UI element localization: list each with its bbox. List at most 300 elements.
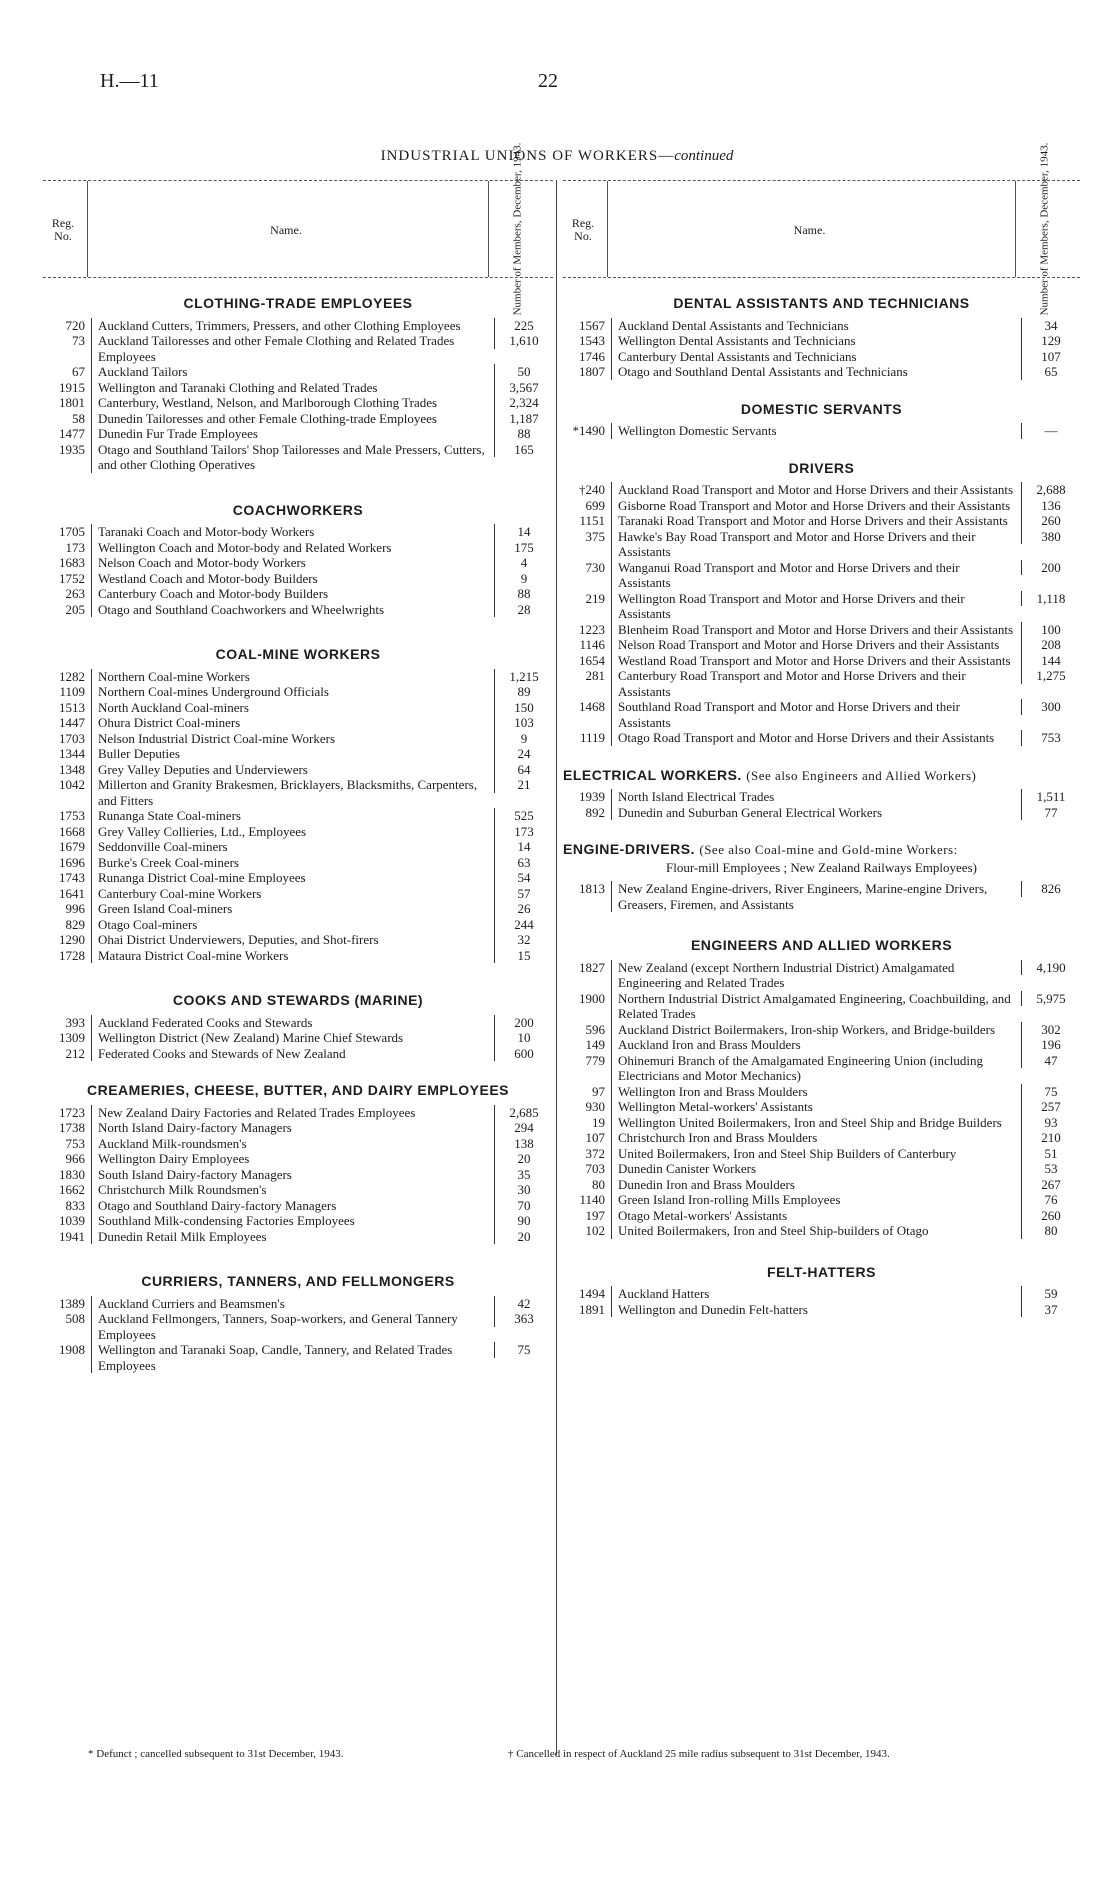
table-row — [43, 901, 553, 917]
reg-no: 730 — [585, 559, 605, 575]
section-clothing-trade-employees — [43, 296, 553, 473]
table-row — [563, 349, 1080, 365]
table-row — [43, 948, 553, 964]
table-row — [563, 333, 1080, 349]
reg-no: 1908 — [59, 1342, 85, 1357]
member-count: 34 — [1021, 318, 1080, 334]
member-count: 267 — [1021, 1177, 1080, 1193]
section-title — [563, 842, 1080, 858]
member-count: 57 — [494, 886, 553, 902]
union-name: Auckland District Boilermakers, Iron-ship Workers, and Bridge-builders — [611, 1022, 1021, 1038]
union-name: Auckland Cutters, Trimmers, Pressers, and other Clothing Employees — [91, 318, 494, 334]
section-title — [43, 296, 553, 312]
reg-no: 67 — [72, 364, 85, 379]
table-row — [563, 789, 1080, 805]
member-count: 525 — [494, 808, 553, 824]
reg-no: 97 — [592, 1083, 605, 1099]
member-count: 107 — [1021, 349, 1080, 365]
member-count: 59 — [1021, 1286, 1080, 1302]
reg-no: 1915 — [59, 379, 85, 395]
union-name: Dunedin Canister Workers — [611, 1161, 1021, 1177]
union-name: Wellington and Dunedin Felt-hatters — [611, 1302, 1021, 1318]
member-count: 90 — [494, 1213, 553, 1229]
reg-no: *1490 — [572, 423, 605, 438]
member-count: 173 — [494, 824, 553, 840]
reg-no: 102 — [585, 1223, 605, 1238]
reg-no: 699 — [585, 497, 605, 513]
table-row — [43, 1198, 553, 1214]
union-name: Westland Coach and Motor-body Builders — [91, 571, 494, 587]
section-title-text: ELECTRICAL WORKERS. — [563, 766, 742, 783]
member-count: 244 — [494, 917, 553, 933]
table-row — [563, 1115, 1080, 1131]
member-count: 753 — [1021, 730, 1080, 746]
union-name: Auckland Iron and Brass Moulders — [611, 1037, 1021, 1053]
union-name: Auckland Milk-roundsmen's — [91, 1136, 494, 1152]
reg-no: 1344 — [59, 746, 85, 761]
member-count: 75 — [494, 1342, 553, 1358]
table-row — [43, 917, 553, 933]
union-name: Canterbury Dental Assistants and Technicians — [611, 349, 1021, 365]
reg-no: 1935 — [59, 441, 85, 457]
table-row — [43, 318, 553, 334]
union-name: United Boilermakers, Iron and Steel Ship-builders of Otago — [611, 1223, 1021, 1239]
table-row — [563, 1192, 1080, 1208]
union-name: Federated Cooks and Stewards of New Zealand — [91, 1046, 494, 1062]
table-row — [563, 1130, 1080, 1146]
member-count: 51 — [1021, 1146, 1080, 1162]
reg-no: 19 — [592, 1114, 605, 1130]
members-header: Number of Members, December, 1943. — [1038, 142, 1051, 316]
reg-no: 1146 — [579, 637, 605, 652]
reg-no: 1723 — [59, 1104, 85, 1120]
table-row — [43, 380, 553, 396]
reg-no: 508 — [65, 1311, 85, 1326]
member-count: 9 — [494, 731, 553, 747]
union-name: Wellington Road Transport and Motor and Horse Drivers and their Assistants — [611, 591, 1021, 622]
union-name: Green Island Iron-rolling Mills Employees — [611, 1192, 1021, 1208]
member-count: 65 — [1021, 364, 1080, 380]
reg-no: 149 — [585, 1037, 605, 1052]
section-creameries-cheese-butter-and-dairy-employees — [43, 1083, 553, 1244]
reg-no: 1477 — [59, 426, 85, 441]
section-title-text: FELT-HATTERS — [767, 1263, 876, 1280]
reg-no: 219 — [585, 590, 605, 606]
reg-no: 1939 — [579, 789, 605, 804]
table-row — [43, 1167, 553, 1183]
table-row — [43, 571, 553, 587]
union-name: Canterbury Coal-mine Workers — [91, 886, 494, 902]
member-count: 1,118 — [1021, 591, 1080, 607]
member-count: 175 — [494, 540, 553, 556]
union-name: Westland Road Transport and Motor and Horse Drivers and their Assistants — [611, 653, 1021, 669]
union-name: Buller Deputies — [91, 746, 494, 762]
reg-no: 930 — [585, 1099, 605, 1114]
reg-no: 1290 — [59, 932, 85, 947]
table-row — [43, 1213, 553, 1229]
reg-no: 1109 — [59, 684, 85, 699]
union-name: Wellington Dairy Employees — [91, 1151, 494, 1167]
reg-no: 1543 — [579, 333, 605, 348]
reg-no: 1696 — [59, 854, 85, 870]
member-count: 363 — [494, 1311, 553, 1327]
table-row — [43, 715, 553, 731]
reg-no: 1654 — [579, 652, 605, 668]
section-see-also-note-cont: Flour-mill Employees ; New Zealand Railways Employees) — [666, 859, 977, 875]
section-title — [43, 503, 553, 519]
union-name: Grey Valley Collieries, Ltd., Employees — [91, 824, 494, 840]
table-row — [563, 318, 1080, 334]
union-name: Taranaki Coach and Motor-body Workers — [91, 524, 494, 540]
member-count: 35 — [494, 1167, 553, 1183]
table-row — [43, 870, 553, 886]
table-row — [563, 881, 1080, 912]
reg-no: 1941 — [59, 1228, 85, 1244]
section-title-text: CREAMERIES, CHEESE, BUTTER, AND DAIRY EMPLOYEES — [86, 1082, 510, 1098]
union-name: Millerton and Granity Brakesmen, Bricklayers, Blacksmiths, Carpenters, and Fitters — [91, 777, 494, 808]
table-row — [43, 1015, 553, 1031]
table-row — [43, 762, 553, 778]
union-name: Seddonville Coal-miners — [91, 839, 494, 855]
table-row — [43, 442, 553, 473]
table-row — [563, 591, 1080, 622]
reg-no: 1830 — [59, 1166, 85, 1182]
table-row — [43, 555, 553, 571]
reg-no: 375 — [585, 528, 605, 544]
table-row — [563, 482, 1080, 498]
union-name: Southland Road Transport and Motor and Horse Drivers and their Assistants — [611, 699, 1021, 730]
reg-no: 1662 — [59, 1182, 85, 1197]
union-name: Wellington and Taranaki Soap, Candle, Tannery, and Related Trades Employees — [91, 1342, 494, 1373]
table-row — [43, 1136, 553, 1152]
section-title-text: ENGINEERS AND ALLIED WORKERS — [690, 937, 953, 953]
reg-no: 58 — [72, 410, 85, 426]
member-count: 37 — [1021, 1302, 1080, 1318]
footnote-cancelled: † Cancelled in respect of Auckland 25 mile radius subsequent to 31st December, 1943. — [508, 1748, 890, 1760]
member-count: 294 — [494, 1120, 553, 1136]
union-name: Wellington Iron and Brass Moulders — [611, 1084, 1021, 1100]
reg-no: 1389 — [59, 1295, 85, 1311]
name-header: Name. — [793, 223, 826, 237]
union-name: United Boilermakers, Iron and Steel Ship Builders of Canterbury — [611, 1146, 1021, 1162]
member-count: 225 — [494, 318, 553, 334]
table-row — [563, 560, 1080, 591]
union-name: Burke's Creek Coal-miners — [91, 855, 494, 871]
member-count: 208 — [1021, 637, 1080, 653]
table-row — [43, 746, 553, 762]
table-row — [563, 529, 1080, 560]
member-count: 77 — [1021, 805, 1080, 821]
union-name: Otago and Southland Coachworkers and Wheelwrights — [91, 602, 494, 618]
reg-no: 1900 — [579, 990, 605, 1006]
table-row — [43, 426, 553, 442]
section-see-also-note: (See also Coal-mine and Gold-mine Workers: — [699, 842, 958, 857]
union-name: Northern Coal-mines Underground Officials — [91, 684, 494, 700]
reg-no: 779 — [585, 1052, 605, 1068]
reg-no: 281 — [585, 668, 605, 683]
table-row — [563, 1022, 1080, 1038]
union-name: Otago Coal-miners — [91, 917, 494, 933]
section-cooks-and-stewards-marine — [43, 993, 553, 1061]
union-name: Wellington Coach and Motor-body and Related Workers — [91, 540, 494, 556]
union-name: Dunedin Iron and Brass Moulders — [611, 1177, 1021, 1193]
member-count: 103 — [494, 715, 553, 731]
union-name: North Island Dairy-factory Managers — [91, 1120, 494, 1136]
member-count: 302 — [1021, 1022, 1080, 1038]
member-count: 3,567 — [494, 380, 553, 396]
table-row — [563, 1177, 1080, 1193]
table-row — [563, 991, 1080, 1022]
table-row — [563, 513, 1080, 529]
section-title — [563, 768, 1080, 784]
reg-no: 1223 — [579, 621, 605, 637]
section-title-text: DRIVERS — [788, 459, 855, 476]
section-drivers — [563, 461, 1080, 746]
member-count: 21 — [494, 777, 553, 793]
reg-no: 1738 — [59, 1120, 85, 1135]
reg-no: 1746 — [579, 348, 605, 364]
members-header: Number of Members, December, 1943. — [511, 142, 524, 316]
table-row — [563, 498, 1080, 514]
table-row — [563, 805, 1080, 821]
union-name: Taranaki Road Transport and Motor and Horse Drivers and their Assistants — [611, 513, 1021, 529]
table-row — [43, 669, 553, 685]
union-name: Wellington and Taranaki Clothing and Related Trades — [91, 380, 494, 396]
table-row — [43, 932, 553, 948]
section-title — [43, 647, 553, 663]
table-row — [43, 824, 553, 840]
table-row — [563, 1146, 1080, 1162]
union-name: Grey Valley Deputies and Underviewers — [91, 762, 494, 778]
table-row — [563, 622, 1080, 638]
member-count: 50 — [494, 364, 553, 380]
table-row — [563, 653, 1080, 669]
union-name: Southland Milk-condensing Factories Employees — [91, 1213, 494, 1229]
union-name: South Island Dairy-factory Managers — [91, 1167, 494, 1183]
member-count: 42 — [494, 1296, 553, 1312]
table-row — [43, 684, 553, 700]
union-name: Dunedin Retail Milk Employees — [91, 1229, 494, 1245]
table-row — [43, 731, 553, 747]
member-count: 1,215 — [494, 669, 553, 685]
reg-no: 1348 — [59, 761, 85, 777]
name-header: Name. — [270, 223, 302, 237]
reg-no: 173 — [65, 539, 85, 555]
table-row — [43, 777, 553, 808]
table-row — [43, 1311, 553, 1342]
member-count: 9 — [494, 571, 553, 587]
union-name: Northern Coal-mine Workers — [91, 669, 494, 685]
section-title-text: CLOTHING-TRADE EMPLOYEES — [183, 295, 413, 311]
member-count: 89 — [494, 684, 553, 700]
section-title-text: ENGINE-DRIVERS. — [563, 841, 695, 857]
union-name: Auckland Curriers and Beamsmen's — [91, 1296, 494, 1312]
section-title — [43, 1274, 553, 1290]
reg-no: 372 — [585, 1145, 605, 1161]
member-count: 88 — [494, 586, 553, 602]
member-count: 196 — [1021, 1037, 1080, 1053]
member-count: 4 — [494, 555, 553, 571]
reg-no: 263 — [65, 586, 85, 601]
member-count: 1,511 — [1021, 789, 1080, 805]
reg-no: 1753 — [59, 808, 85, 823]
table-row — [563, 1302, 1080, 1318]
section-title — [563, 296, 1080, 312]
union-name: Wellington District (New Zealand) Marine Chief Stewards — [91, 1030, 494, 1046]
union-name: Auckland Road Transport and Motor and Horse Drivers and their Assistants — [611, 482, 1021, 498]
reg-no: 1042 — [59, 777, 85, 792]
member-count: 1,275 — [1021, 668, 1080, 684]
union-name: Mataura District Coal-mine Workers — [91, 948, 494, 964]
union-name: Runanga District Coal-mine Employees — [91, 870, 494, 886]
member-count: 93 — [1021, 1115, 1080, 1131]
section-title — [563, 1265, 1080, 1281]
table-row — [43, 395, 553, 411]
union-name: Nelson Coach and Motor-body Workers — [91, 555, 494, 571]
section-title-text: COACHWORKERS — [232, 501, 364, 518]
member-count: — — [1021, 423, 1080, 439]
table-row — [563, 1161, 1080, 1177]
union-name: Auckland Fellmongers, Tanners, Soap-workers, and General Tannery Employees — [91, 1311, 494, 1342]
table-row — [43, 1342, 553, 1373]
reg-no: 833 — [65, 1197, 85, 1213]
reg-no: 753 — [65, 1135, 85, 1151]
union-name: Green Island Coal-miners — [91, 901, 494, 917]
union-name: Ohai District Underviewers, Deputies, and Shot-firers — [91, 932, 494, 948]
member-count: 260 — [1021, 1208, 1080, 1224]
reg-no: 1641 — [59, 885, 85, 901]
reg-no: 996 — [65, 901, 85, 916]
table-row — [43, 602, 553, 618]
member-count: 200 — [494, 1015, 553, 1031]
reg-no: 1468 — [579, 699, 605, 714]
member-count: 100 — [1021, 622, 1080, 638]
reg-no: 212 — [65, 1045, 85, 1061]
table-row — [43, 333, 553, 364]
member-count: 380 — [1021, 529, 1080, 545]
page-title-continued: continued — [674, 148, 734, 164]
reg-no: 1447 — [59, 715, 85, 730]
table-row — [43, 1229, 553, 1245]
reg-no: †240 — [579, 482, 605, 497]
section-curriers-tanners-and-fellmongers — [43, 1274, 553, 1373]
reg-no: 1827 — [579, 959, 605, 975]
table-row — [43, 1105, 553, 1121]
union-name: Dunedin and Suburban General Electrical Workers — [611, 805, 1021, 821]
section-see-also-note: (See also Engineers and Allied Workers) — [746, 767, 977, 783]
member-count: 260 — [1021, 513, 1080, 529]
reg-no: 1743 — [59, 870, 85, 885]
union-name: Canterbury Coach and Motor-body Builders — [91, 586, 494, 602]
reg-no: 205 — [65, 601, 85, 617]
table-row — [43, 364, 553, 380]
reg-no: 829 — [65, 916, 85, 932]
member-count: 24 — [494, 746, 553, 762]
table-row — [43, 1151, 553, 1167]
member-count: 80 — [1021, 1223, 1080, 1239]
union-name: North Auckland Coal-miners — [91, 700, 494, 716]
member-count: 54 — [494, 870, 553, 886]
column-divider — [556, 180, 557, 1755]
table-row — [43, 700, 553, 716]
section-title — [43, 1083, 553, 1099]
member-count: 14 — [494, 524, 553, 540]
union-name: Nelson Road Transport and Motor and Horse Drivers and their Assistants — [611, 637, 1021, 653]
reg-no: 703 — [585, 1161, 605, 1176]
table-row — [563, 364, 1080, 380]
section-title-text: DOMESTIC SERVANTS — [740, 400, 903, 417]
member-count: 88 — [494, 426, 553, 442]
section-title-text: COAL-MINE WORKERS — [215, 646, 381, 662]
union-name: Canterbury, Westland, Nelson, and Marlborough Clothing Trades — [91, 395, 494, 411]
member-count: 47 — [1021, 1053, 1080, 1069]
table-row — [43, 1120, 553, 1136]
union-name: Otago Metal-workers' Assistants — [611, 1208, 1021, 1224]
reg-no: 1752 — [59, 570, 85, 586]
union-name: Canterbury Road Transport and Motor and Horse Drivers and their Assistants — [611, 668, 1021, 699]
table-row — [563, 1223, 1080, 1239]
table-row — [43, 1296, 553, 1312]
member-count: 20 — [494, 1151, 553, 1167]
reg-no: 1683 — [59, 555, 85, 570]
section-engineers-and-allied-workers — [563, 938, 1080, 1239]
union-name: Blenheim Road Transport and Motor and Horse Drivers and their Assistants — [611, 622, 1021, 638]
table-row — [43, 524, 553, 540]
member-count: 53 — [1021, 1161, 1080, 1177]
member-count: 10 — [494, 1030, 553, 1046]
section-felt-hatters — [563, 1265, 1080, 1318]
reg-no: 1119 — [579, 730, 605, 745]
reg-no: 966 — [65, 1151, 85, 1166]
member-count: 150 — [494, 700, 553, 716]
member-count: 2,324 — [494, 395, 553, 411]
member-count: 1,187 — [494, 411, 553, 427]
union-name: Christchurch Milk Roundsmen's — [91, 1182, 494, 1198]
table-row — [563, 1037, 1080, 1053]
section-title-text: CURRIERS, TANNERS, AND FELLMONGERS — [141, 1273, 455, 1289]
union-name: Auckland Dental Assistants and Technicians — [611, 318, 1021, 334]
section-title — [43, 993, 553, 1009]
member-count: 64 — [494, 762, 553, 778]
union-name: Hawke's Bay Road Transport and Motor and Horse Drivers and their Assistants — [611, 529, 1021, 560]
member-count: 144 — [1021, 653, 1080, 669]
table-row — [43, 1030, 553, 1046]
member-count: 5,975 — [1021, 991, 1080, 1007]
member-count: 257 — [1021, 1099, 1080, 1115]
member-count: 26 — [494, 901, 553, 917]
reg-no: 892 — [585, 804, 605, 820]
union-name: New Zealand Dairy Factories and Related Trades Employees — [91, 1105, 494, 1121]
member-count: 600 — [494, 1046, 553, 1062]
reg-no: 73 — [72, 333, 85, 348]
union-name: Northern Industrial District Amalgamated Engineering, Coachbuilding, and Related Trades — [611, 991, 1021, 1022]
reg-no: 1807 — [579, 364, 605, 379]
reg-no: 1567 — [579, 317, 605, 333]
left-column-body — [43, 296, 553, 1373]
member-count: 200 — [1021, 560, 1080, 576]
reg-no: 1140 — [579, 1192, 605, 1207]
member-count: 1,610 — [494, 333, 553, 349]
member-count: 129 — [1021, 333, 1080, 349]
reg-no: 1494 — [579, 1286, 605, 1301]
union-name: Auckland Federated Cooks and Stewards — [91, 1015, 494, 1031]
member-count: 32 — [494, 932, 553, 948]
table-row — [563, 668, 1080, 699]
table-row — [43, 1046, 553, 1062]
union-name: Otago and Southland Dairy-factory Managers — [91, 1198, 494, 1214]
table-row — [563, 730, 1080, 746]
reg-no: 596 — [585, 1021, 605, 1037]
